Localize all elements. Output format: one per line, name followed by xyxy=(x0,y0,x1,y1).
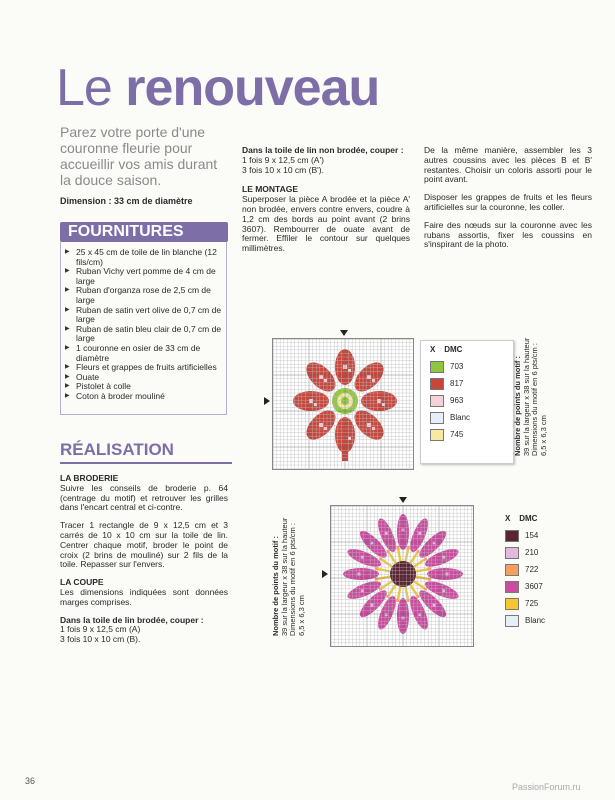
paragraph: Suivre les conseils de broderie p. 64 (centrage du motif) et retrouver les grilles dans l'encart central et ci-contre. xyxy=(60,482,228,513)
color-swatch xyxy=(505,530,519,542)
center-marker-icon xyxy=(340,330,348,336)
legend-row xyxy=(505,578,585,595)
motif-info-1: Nombre de points du motif : 39 sur la largeur x 38 sur la hauteur Dimensions du motif en 6 pts/cm : 6,5 x 6,3 cm xyxy=(513,337,548,456)
paragraph: Les dimensions indiquées sont données marges comprises. xyxy=(60,586,228,607)
legend-row xyxy=(505,527,585,544)
legend-row xyxy=(430,409,510,426)
legend-row xyxy=(505,612,585,629)
paragraph: Tracer 1 rectangle de 9 x 12,5 cm et 3 carrés de 10 x 10 cm sur la toile de lin. Centrer chaque motif, broder le point de croix (2 brins de mouliné) sur 2 fils de la toile. Repasser sur l'envers. xyxy=(60,520,228,570)
center-marker-icon xyxy=(322,570,328,578)
list-item: ▶ Pistolet à colle xyxy=(65,382,225,392)
color-swatch xyxy=(505,581,519,593)
dmc-code: 817 xyxy=(450,379,464,388)
legend-row xyxy=(505,561,585,578)
legend-row xyxy=(430,375,510,392)
color-swatch xyxy=(430,429,444,441)
section-title: LA COUPE xyxy=(60,577,104,588)
section-title: Dans la toile de lin non brodée, couper : xyxy=(242,145,404,155)
motif-info-2: Nombre de points du motif : 39 sur la largeur x 38 sur la hauteur Dimensions du motif en 6 pts/cm : 6,5 x 6,3 cm xyxy=(271,517,306,636)
list-item: ▶ Ruban de satin vert olive de 0,7 cm de large xyxy=(65,306,225,325)
dmc-code: 745 xyxy=(450,430,464,439)
dmc-code: 3607 xyxy=(525,582,543,591)
color-swatch xyxy=(505,564,519,576)
color-swatch xyxy=(430,361,444,373)
text-line: 3 fois 10 x 10 cm (B'). xyxy=(242,164,324,175)
dmc-code: Blanc xyxy=(450,413,471,422)
dmc-legend-1 xyxy=(430,345,510,443)
intro-text: Parez votre porte d'une couronne fleurie pour accueillir vos amis durant la douce saison. xyxy=(60,124,218,188)
realisation-column xyxy=(60,474,228,645)
fournitures-list xyxy=(65,248,225,402)
center-marker-icon xyxy=(264,397,270,405)
center-marker-icon xyxy=(399,497,407,503)
page-title: Le renouveau xyxy=(56,59,380,117)
page-number: 36 xyxy=(25,776,36,786)
second-column xyxy=(242,146,410,262)
divider xyxy=(60,462,232,464)
legend-row xyxy=(430,426,510,443)
legend-header: X DMC xyxy=(430,345,463,354)
list-item: ▶ Fleurs et grappes de fruits artificielles xyxy=(65,363,225,373)
paragraph: Disposer les grappes de fruits et les fleurs artificielles sur la couronne, les coller. xyxy=(424,192,592,212)
list-item: ▶ Ouate xyxy=(65,373,225,383)
dmc-code: 722 xyxy=(525,565,539,574)
color-swatch xyxy=(430,395,444,407)
realisation-heading: RÉALISATION xyxy=(60,440,174,459)
dmc-code: 725 xyxy=(525,599,539,608)
dmc-code: 703 xyxy=(450,362,464,371)
text-line: 1 fois 9 x 12,5 cm (A) xyxy=(60,624,141,635)
color-swatch xyxy=(505,598,519,610)
cross-stitch-grid-daisy xyxy=(272,338,414,470)
text-line: 3 fois 10 x 10 cm (B). xyxy=(60,634,141,645)
section-title: Dans la toile de lin brodée, couper : xyxy=(60,614,204,625)
color-swatch xyxy=(430,412,444,424)
list-item: ▶ Ruban d'organza rose de 2,5 cm de large xyxy=(65,286,225,305)
paragraph: Faire des nœuds sur la couronne avec les rubans assortis, fixer les coussins en s'inspirant de la photo. xyxy=(424,219,592,250)
list-item: ▶ 1 couronne en osier de 33 cm de diamètre xyxy=(65,344,225,363)
text-line: 1 fois 9 x 12,5 cm (A') xyxy=(242,154,324,165)
dmc-code: Blanc xyxy=(525,616,546,625)
legend-row xyxy=(430,392,510,409)
color-swatch xyxy=(430,378,444,390)
legend-header: X DMC xyxy=(505,514,538,523)
cross-stitch-grid-gerbera xyxy=(330,505,474,647)
dmc-legend-2 xyxy=(505,514,585,629)
dmc-code: 210 xyxy=(525,548,539,557)
watermark: PassionForum.ru xyxy=(512,782,581,792)
color-swatch xyxy=(505,547,519,559)
legend-row xyxy=(505,595,585,612)
list-item: ▶ Ruban de satin bleu clair de 0,7 cm de large xyxy=(65,325,225,344)
list-item: ▶ Ruban Vichy vert pomme de 4 cm de large xyxy=(65,267,225,286)
third-column xyxy=(424,146,592,258)
dmc-code: 963 xyxy=(450,396,464,405)
legend-row xyxy=(505,544,585,561)
legend-row xyxy=(430,358,510,375)
paragraph: De la même manière, assembler les 3 autres coussins avec les pièces B et B' restantes. Choisir un coloris assorti pour le point avant. xyxy=(424,145,592,185)
list-item: ▶ Coton à broder mouliné xyxy=(65,392,225,402)
color-swatch xyxy=(505,615,519,627)
fournitures-heading: FOURNITURES xyxy=(60,222,228,242)
section-title: LA BRODERIE xyxy=(60,473,119,483)
list-item: ▶ 25 x 45 cm de toile de lin blanche (12 fils/cm) xyxy=(65,248,225,267)
dmc-code: 154 xyxy=(525,531,539,540)
dimension-text: Dimension : 33 cm de diamètre xyxy=(60,196,193,206)
section-title: LE MONTAGE xyxy=(242,184,299,195)
paragraph: Superposer la pièce A brodée et la pièce A' non brodée, envers contre envers, coudre à 1,2 cm des bords au point avant (2 brins 3607). Rembourrer de ouate avant de fermer. Effiler le contour sur quelques millimètres. xyxy=(242,194,410,254)
